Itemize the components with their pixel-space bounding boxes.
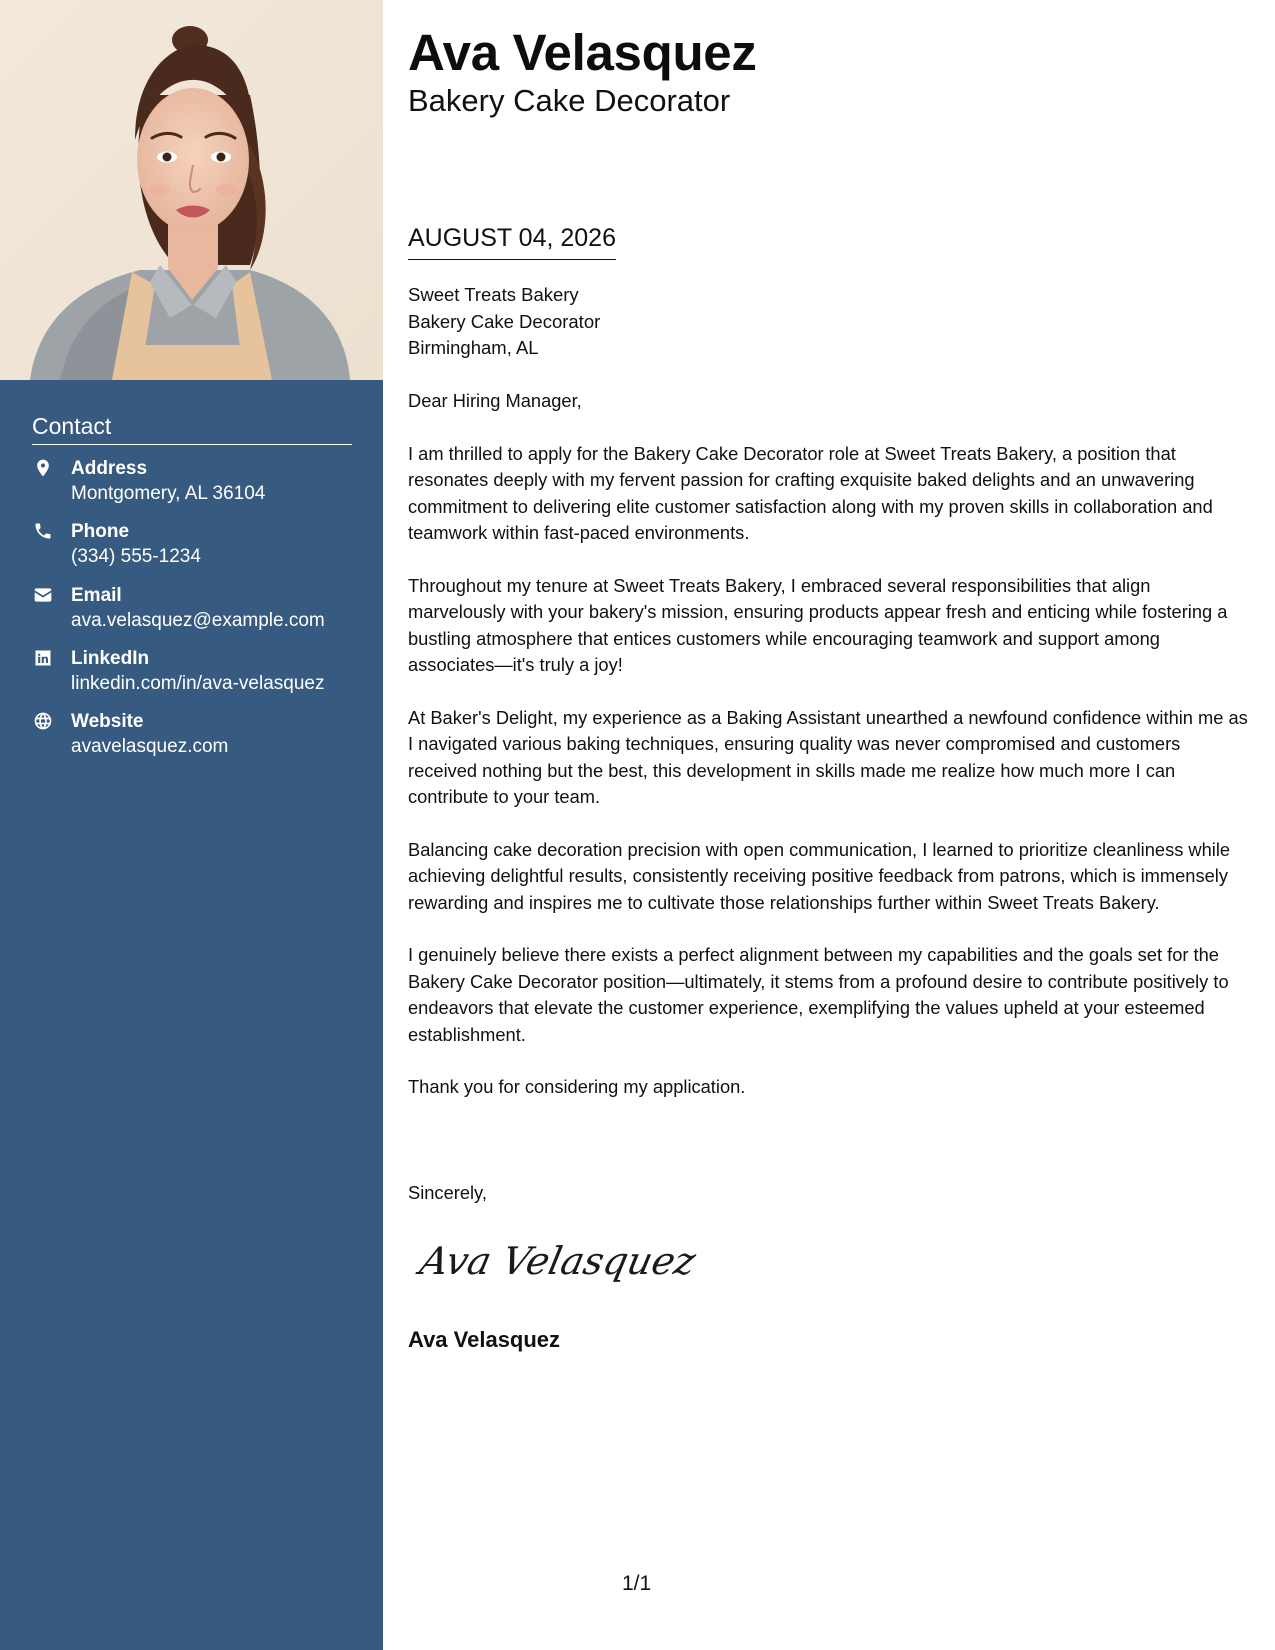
contact-value-linkedin[interactable]: linkedin.com/in/ava-velasquez [71, 672, 325, 694]
contact-label-address: Address [71, 458, 148, 479]
job-title: Bakery Cake Decorator [408, 83, 731, 118]
sidebar [0, 0, 383, 1650]
contact-item-address [32, 456, 362, 519]
applicant-name: Ava Velasquez [408, 24, 757, 81]
contact-label-website: Website [71, 711, 144, 733]
contact-label-phone: Phone [71, 521, 130, 543]
contact-label-linkedin: LinkedIn [71, 647, 150, 669]
paragraph: Balancing cake decoration precision with open communication, I learned to prioritize cleanliness while achieving delightful results, consistently receiving positive feedback from patrons, which is immensely rewarding and inspires me to cultivate those relationships further within Sweet Treats Bakery. [408, 838, 1231, 913]
contact-item-linkedin [32, 646, 362, 709]
contact-heading: Contact [32, 412, 352, 445]
phone-icon [33, 521, 53, 541]
contact-item-phone [32, 519, 362, 582]
paragraph: I genuinely believe there exists a perfect alignment between my capabilities and the goals set for the Bakery Cake Decorator position—ultimately, it stems from a profound desire to contribute positively to endeavors that elevate the customer experience, exemplifying the values upheld at your esteemed establishment. [408, 944, 1229, 1045]
profile-photo [0, 0, 383, 380]
contact-item-email [32, 583, 362, 646]
signed-name: Ava Velasquez [408, 1327, 561, 1352]
envelope-icon [33, 585, 53, 605]
globe-icon [33, 711, 53, 731]
contact-value-website[interactable]: avavelasquez.com [71, 736, 229, 758]
paragraph: Throughout my tenure at Sweet Treats Bakery, I embraced several responsibilities that align marvelously with your bakery's mission, ensuring products appear fresh and enticing while fostering a bustling atmosphere that entices customers while encouraging teamwork and support among associates—it's truly a joy! [408, 574, 1228, 676]
letter-body [408, 388, 1250, 1127]
contact-item-website [32, 709, 362, 772]
location-pin-icon [33, 458, 53, 478]
paragraph: At Baker's Delight, my experience as a Baking Assistant unearthed a newfound confidence within me as I navigated various baking techniques, ensuring quality was never compromised and customers received nothing but the best, this development in skills made me realize how much more I can contribute to your team. [408, 706, 1248, 808]
salutation: Dear Hiring Manager, [408, 390, 582, 411]
linkedin-icon [33, 648, 53, 668]
recipient-block [408, 282, 600, 362]
page-number: 1/1 [622, 1572, 652, 1595]
recipient-location: Birmingham, AL [408, 337, 539, 358]
contact-value-email[interactable]: ava.velasquez@example.com [71, 609, 325, 631]
contact-label-email: Email [71, 584, 122, 606]
handwritten-signature [415, 1232, 700, 1292]
svg-text:Ava Velasquez: Ava Velasquez [415, 1239, 700, 1284]
contact-list [32, 456, 362, 772]
recipient-company: Sweet Treats Bakery [408, 284, 579, 305]
closing: Sincerely, [408, 1182, 487, 1203]
contact-value-phone[interactable]: (334) 555-1234 [71, 546, 201, 568]
letter-date: AUGUST 04, 2026 [408, 222, 616, 260]
paragraph: Thank you for considering my application. [408, 1076, 746, 1098]
recipient-position: Bakery Cake Decorator [408, 310, 601, 332]
contact-value-address: Montgomery, AL 36104 [71, 483, 266, 504]
paragraph: I am thrilled to apply for the Bakery Cake Decorator role at Sweet Treats Bakery, a position that resonates deeply with my fervent passion for crafting exquisite baked delights and an unwavering commitment to delivering elite customer satisfaction along with my proven skills in collaboration and teamwork within fast-paced environments. [408, 442, 1213, 544]
